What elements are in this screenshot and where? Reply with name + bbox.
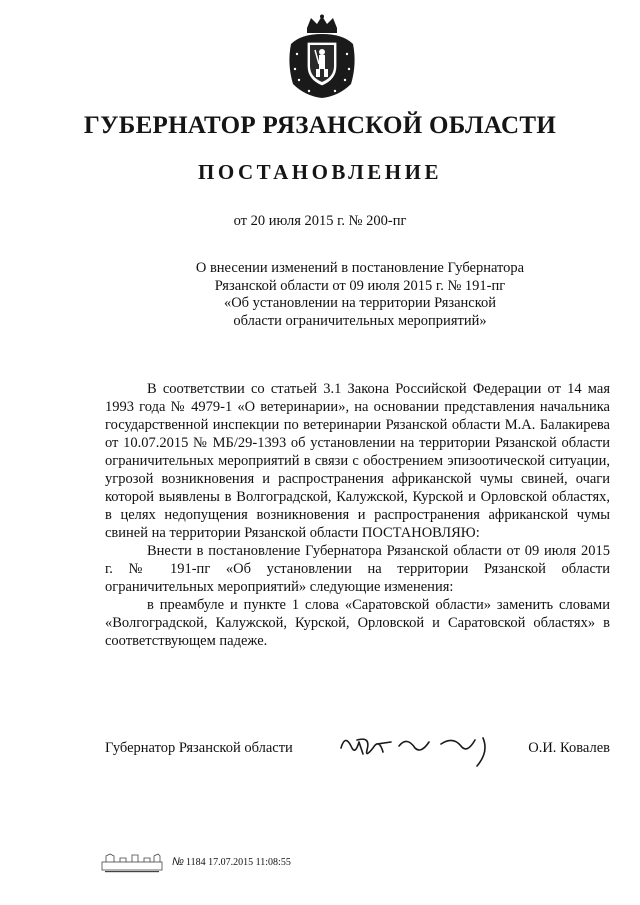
body-paragraph-resolution: Внести в постановление Губернатора Рязанской области от 09 июля 2015 г. № 191-пг «Об установлении на территории Рязанской области ограничительных мероприятий» следующие изменения: [105,543,610,595]
signature-block [105,736,610,766]
document-subject [170,260,550,330]
body-paragraph-amendment: в преамбуле и пункте 1 слова «Саратовской области» заменить словами «Волгоградской, Калужской, Курской, Орловской и Саратовской областях» в соответствующем падеже. [105,597,610,649]
registration-footer [100,852,400,876]
body-paragraph-preamble: В соответствии со статьей 3.1 Закона Российской Федерации от 14 мая 1993 года № 4979-1 «О ветеринарии», на основании представления начальника государственной инспекции по ветеринарии Рязанской области М.А. Балакирева от 10.07.2015 № МБ/29-1393 об установлении на территории Рязанской области ограничительных мероприятий в связи с обострением эпизоотической ситуации, угрозой возникновения и распространения африканской чумы свиней, очаги которой выявлены в Волгоградской, Калужской, Курской и Орловской областях, в целях недопущения возникновения и распространения африканской чумы свиней на территории Рязанской области ПОСТАНОВЛЯЮ: [105,381,610,541]
document-type-heading: ПОСТАНОВЛЕНИЕ [198,160,442,184]
subject-line: Рязанской области от 09 июля 2015 г. № 191-пг [214,277,506,294]
number-sign-mark: № [172,856,184,868]
electronic-registration-stamp-icon [100,852,164,874]
document-date-number: от 20 июля 2015 г. № 200-пг [233,213,407,229]
signatory-name: О.И. Ковалев [528,740,610,756]
issuing-authority-title: ГУБЕРНАТОР РЯЗАНСКОЙ ОБЛАСТИ [83,112,557,139]
subject-line: О внесении изменений в постановление Губернатора [195,260,525,276]
subject-line: области ограничительных мероприятий» [233,312,487,329]
coat-of-arms-icon [285,14,359,98]
handwritten-signature [337,728,497,768]
signatory-position: Губернатор Рязанской области [105,740,293,756]
registration-number-timestamp: 1184 17.07.2015 11:08:55 [186,857,291,868]
document-body [105,380,610,650]
subject-line: «Об установлении на территории Рязанской [223,295,497,311]
